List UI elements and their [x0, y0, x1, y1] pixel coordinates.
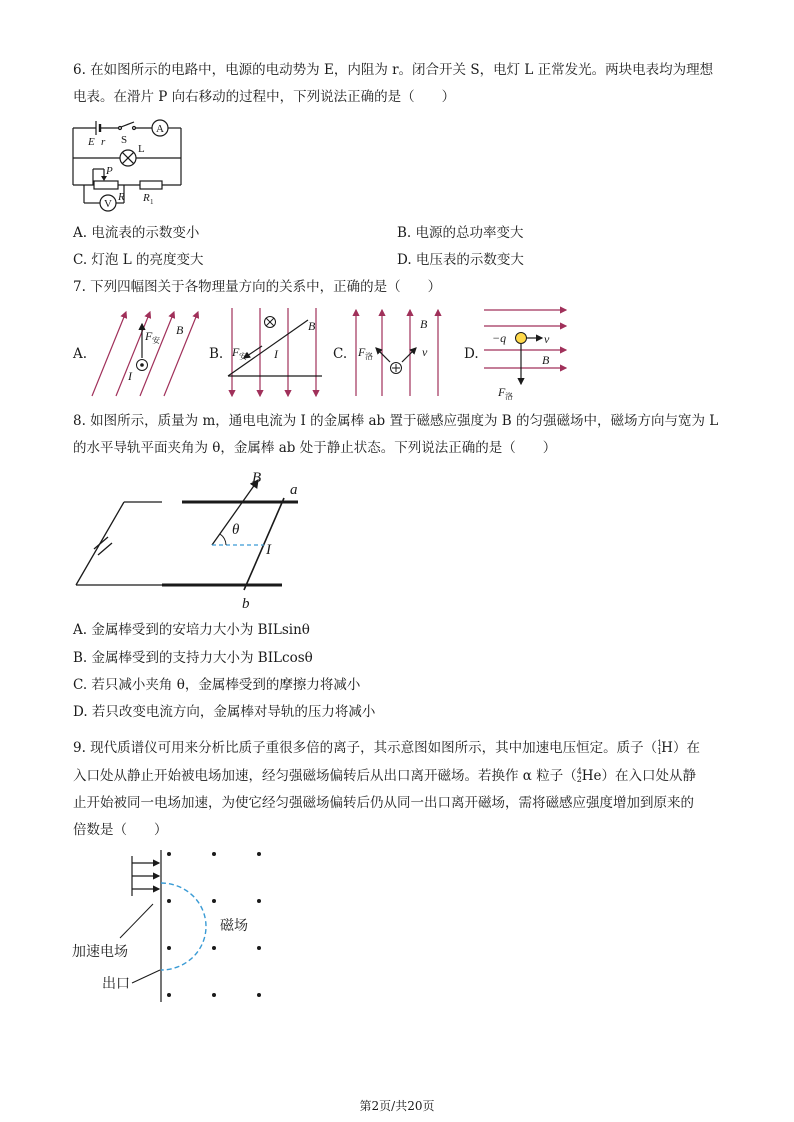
q6-circuit-diagram [68, 112, 198, 218]
force-label: F [498, 385, 506, 399]
q9-mass-spectrometer-diagram [72, 846, 282, 1008]
page-number-footer: 第2页/共20页 [359, 1099, 435, 1113]
q8-option-c: C. 若只减小夹角 θ，金属棒受到的摩擦力将减小 [73, 677, 361, 693]
force-label: F [145, 329, 153, 343]
current-label: I [128, 369, 132, 383]
q6-option-a: A. 电流表的示数变小 [73, 225, 200, 241]
accelerating-field-label: 加速电场 [72, 944, 128, 960]
q6-option-b: B. 电源的总功率变大 [397, 225, 524, 241]
force-subscript: 洛 [365, 352, 373, 361]
q7-option-a-label: A. [73, 346, 88, 362]
q7-option-d-label: D. [464, 346, 479, 362]
current-label: I [274, 347, 278, 361]
q7-figure-b [224, 306, 328, 400]
resistor-r1-label: R [143, 192, 150, 204]
exit-label: 出口 [102, 976, 130, 992]
rheostat-label: R [118, 191, 125, 203]
q7-stem: 7. 下列四幅图关于各物理量方向的关系中，正确的是（ ） [73, 279, 442, 295]
voltmeter-label: V [104, 198, 112, 210]
switch-label: S [121, 134, 128, 146]
q9-stem-line2 [73, 762, 696, 790]
q8-option-b: B. 金属棒受到的支持力大小为 BILcosθ [73, 650, 313, 666]
alpha-symbol: He [581, 768, 602, 784]
q7-figure-c [352, 306, 452, 400]
force-subscript: 洛 [505, 392, 513, 401]
slider-label: P [106, 165, 113, 177]
q9-stem-line2-end: ）在入口处从静 [601, 768, 696, 784]
q6-stem-line2: 电表。在滑片 P 向右移动的过程中，下列说法正确的是（ ） [73, 89, 456, 105]
velocity-label: v [422, 345, 428, 359]
proton-charge-number: 1 [657, 747, 663, 756]
rod-end-a-label: a [290, 482, 298, 498]
field-label: B [252, 470, 262, 486]
force-label: F [232, 345, 240, 359]
field-label: B [420, 317, 428, 331]
q9-stem-line1-text: 9. 现代质谱仪可用来分析比质子重很多倍的离子，其示意图如图所示，其中加速电压恒定。质子（ [73, 740, 658, 756]
internal-resistance-label: r [101, 136, 106, 148]
alpha-charge-number: 2 [576, 775, 582, 784]
q8-stem-line1: 8. 如图所示，质量为 m，通电电流为 I 的金属棒 ab 置于磁感应强度为 B 的匀强磁场中，磁场方向与宽为 L [73, 413, 719, 429]
q7-option-c-label: C. [333, 346, 348, 362]
q9-stem-line2-text: 入口处从静止开始被电场加速，经匀强磁场偏转后从出口离开磁场。若换作 α 粒子（ [73, 768, 577, 784]
field-label: B [176, 323, 184, 337]
q7-figure-d [482, 306, 572, 402]
field-label: B [542, 353, 550, 367]
q9-stem-line4: 倍数是（ ） [73, 822, 168, 838]
q9-stem-line1-end: ）在 [672, 740, 700, 756]
q9-stem-line1 [73, 734, 700, 762]
field-label: B [308, 319, 316, 333]
alpha-mass-number: 4 [576, 767, 582, 776]
proton-symbol: H [661, 740, 673, 756]
q7-figure-a [90, 308, 205, 400]
angle-label: θ [232, 522, 240, 538]
q8-stem-line2: 的水平导轨平面夹角为 θ，金属棒 ab 处于静止状态。下列说法正确的是（ ） [73, 440, 557, 456]
q8-option-d: D. 若只改变电流方向，金属棒对导轨的压力将减小 [73, 704, 376, 720]
q8-rail-diagram [72, 462, 312, 614]
rod-end-b-label: b [242, 596, 250, 612]
q7-option-b-label: B. [209, 346, 224, 362]
emf-label: E [88, 136, 95, 148]
q6-stem-line1: 6. 在如图所示的电路中，电源的电动势为 E，内阻为 r。闭合开关 S，电灯 L 正常发光。两块电表均为理想 [73, 62, 714, 78]
q6-option-d: D. 电压表的示数变大 [397, 252, 524, 268]
q8-option-a: A. 金属棒受到的安培力大小为 BILsinθ [73, 622, 310, 638]
ammeter-label: A [156, 123, 164, 135]
velocity-label: v [544, 332, 550, 346]
force-subscript: 安 [239, 352, 247, 361]
charge-label: −q [492, 331, 507, 345]
force-label: F [358, 345, 366, 359]
current-label: I [266, 542, 271, 558]
magnetic-field-label: 磁场 [220, 918, 248, 934]
q6-option-c: C. 灯泡 L 的亮度变大 [73, 252, 204, 268]
lamp-label: L [138, 143, 145, 155]
force-subscript: 安 [152, 336, 160, 345]
q9-stem-line3: 止开始被同一电场加速，为使它经匀强磁场偏转后仍从同一出口离开磁场，需将磁感应强度增加到原来的 [73, 795, 694, 811]
proton-mass-number: 1 [657, 739, 663, 748]
resistor-r1-subscript: 1 [150, 198, 154, 206]
